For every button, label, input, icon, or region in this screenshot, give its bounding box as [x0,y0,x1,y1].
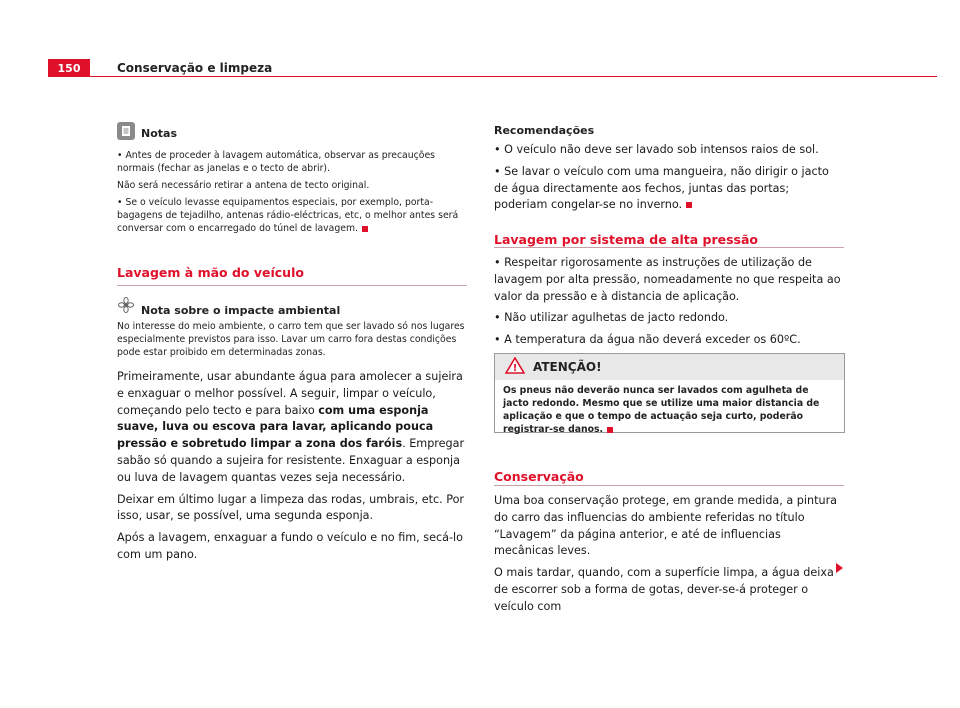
warning-box [494,353,845,433]
notes-title: Notas [141,127,177,140]
section-title-conservation: Conservação [494,469,584,484]
section-rule [494,247,844,248]
section-rule [117,285,467,286]
section-title-hand-wash: Lavagem à mão do veículo [117,265,304,280]
high-pressure-paragraph: • Respeitar rigorosamente as instruções de utilização de lavagem por alta pressão, nomeadamente no que respeita ao valor da pressão e à distancia de aplicação. [494,256,841,303]
hand-wash-paragraph: Deixar em último lugar a limpeza das rodas, umbrais, etc. Por isso, usar, se possível, uma segunda esponja. [117,492,465,523]
conservation-paragraph: O mais tardar, quando, com a superfície limpa, a água deixa de escorrer sob a forma de gotas, dever-se-á proteger o veículo com [494,566,834,613]
env-note-heading [117,297,340,317]
high-pressure-paragraph: • Não utilizar agulhetas de jacto redondo. [494,311,729,325]
high-pressure-body [494,255,844,349]
recommendations-paragraph: • O veículo não deve ser lavado sob intensos raios de sol. [494,143,819,156]
end-mark [362,226,368,232]
notes-paragraph: • Antes de proceder à lavagem automática, observar as precauções normais (fechar as janelas e o tecto de abrir). [117,150,436,174]
recommendations-body [494,142,844,214]
notes-paragraph: • Se o veículo levasse equipamentos especiais, por exemplo, porta-bagagens de tejadilho, antenas rádio-eléctricas, etc, o melhor antes será conversar com o encarregado do túnel de lavagem. [117,197,459,234]
environment-flower-icon [117,297,135,317]
end-mark [686,202,692,208]
section-rule [494,485,844,486]
header-rule [48,76,937,77]
notes-heading [117,122,177,140]
section-title-high-pressure: Lavagem por sistema de alta pressão [494,232,759,247]
warning-title: ATENÇÃO! [533,360,602,374]
hand-wash-body [117,369,467,564]
conservation-paragraph: Uma boa conservação protege, em grande medida, a pintura do carro das influencias do ambiente referidas no título “Lavagem” da página anterior, e até de influencias mecânicas leves. [494,494,838,558]
warning-icon-mark: ! [512,362,518,374]
env-note-title: Nota sobre o impacte ambiental [141,304,341,317]
recommendations-title: Recomendações [494,124,595,137]
notes-icon [117,122,135,140]
notes-body [117,149,467,235]
env-note-text: No interesse do meio ambiente, o carro tem que ser lavado só nos lugares especialmente previstos para isso. Lavar um carro fora destas condições pode estar proibido em determinadas zonas. [117,321,465,358]
hand-wash-paragraph: Primeiramente, usar abundante água para amolecer a sujeira e enxaguar o melhor possível. A seguir, limpar o veículo, começando pelo tecto e para baixo com uma esponja suave, luva ou escova para lavar, aplicando pouca pressão e sobretudo limpar a zona dos faróis. Empregar sabão só quando a sujeira for resistente. Enxaguar a esponja ou luva de lavagem quantas vezes seja necessário. [117,370,465,484]
high-pressure-paragraph: • A temperatura da água não deverá exceder os 60ºC. [494,333,801,347]
end-mark [607,427,613,433]
notes-paragraph: Não será necessário retirar a antena de tecto original. [117,180,370,191]
running-title: Conservação e limpeza [117,61,273,75]
page-number: 150 [57,61,81,75]
warning-triangle-icon [505,357,525,378]
page-number-badge [48,59,90,77]
recommendations-paragraph: • Se lavar o veículo com uma mangueira, não dirigir o jacto de água directamente aos fechos, juntas das portas; poderiam congelar-se no inverno. [494,164,829,212]
conservation-body [494,493,844,616]
warning-text: Os pneus não deverão nunca ser lavados com agulheta de jacto redondo. Mesmo que se utilize uma maior distancia de aplicação e que o tempo de actuação seja curto, poderão registrar-se danos. [503,385,820,435]
hand-wash-paragraph: Após a lavagem, enxaguar a fundo o veículo e no fim, secá-lo com um pano. [117,531,463,561]
warning-title-bar [495,354,844,380]
continue-arrow-icon [836,563,843,573]
